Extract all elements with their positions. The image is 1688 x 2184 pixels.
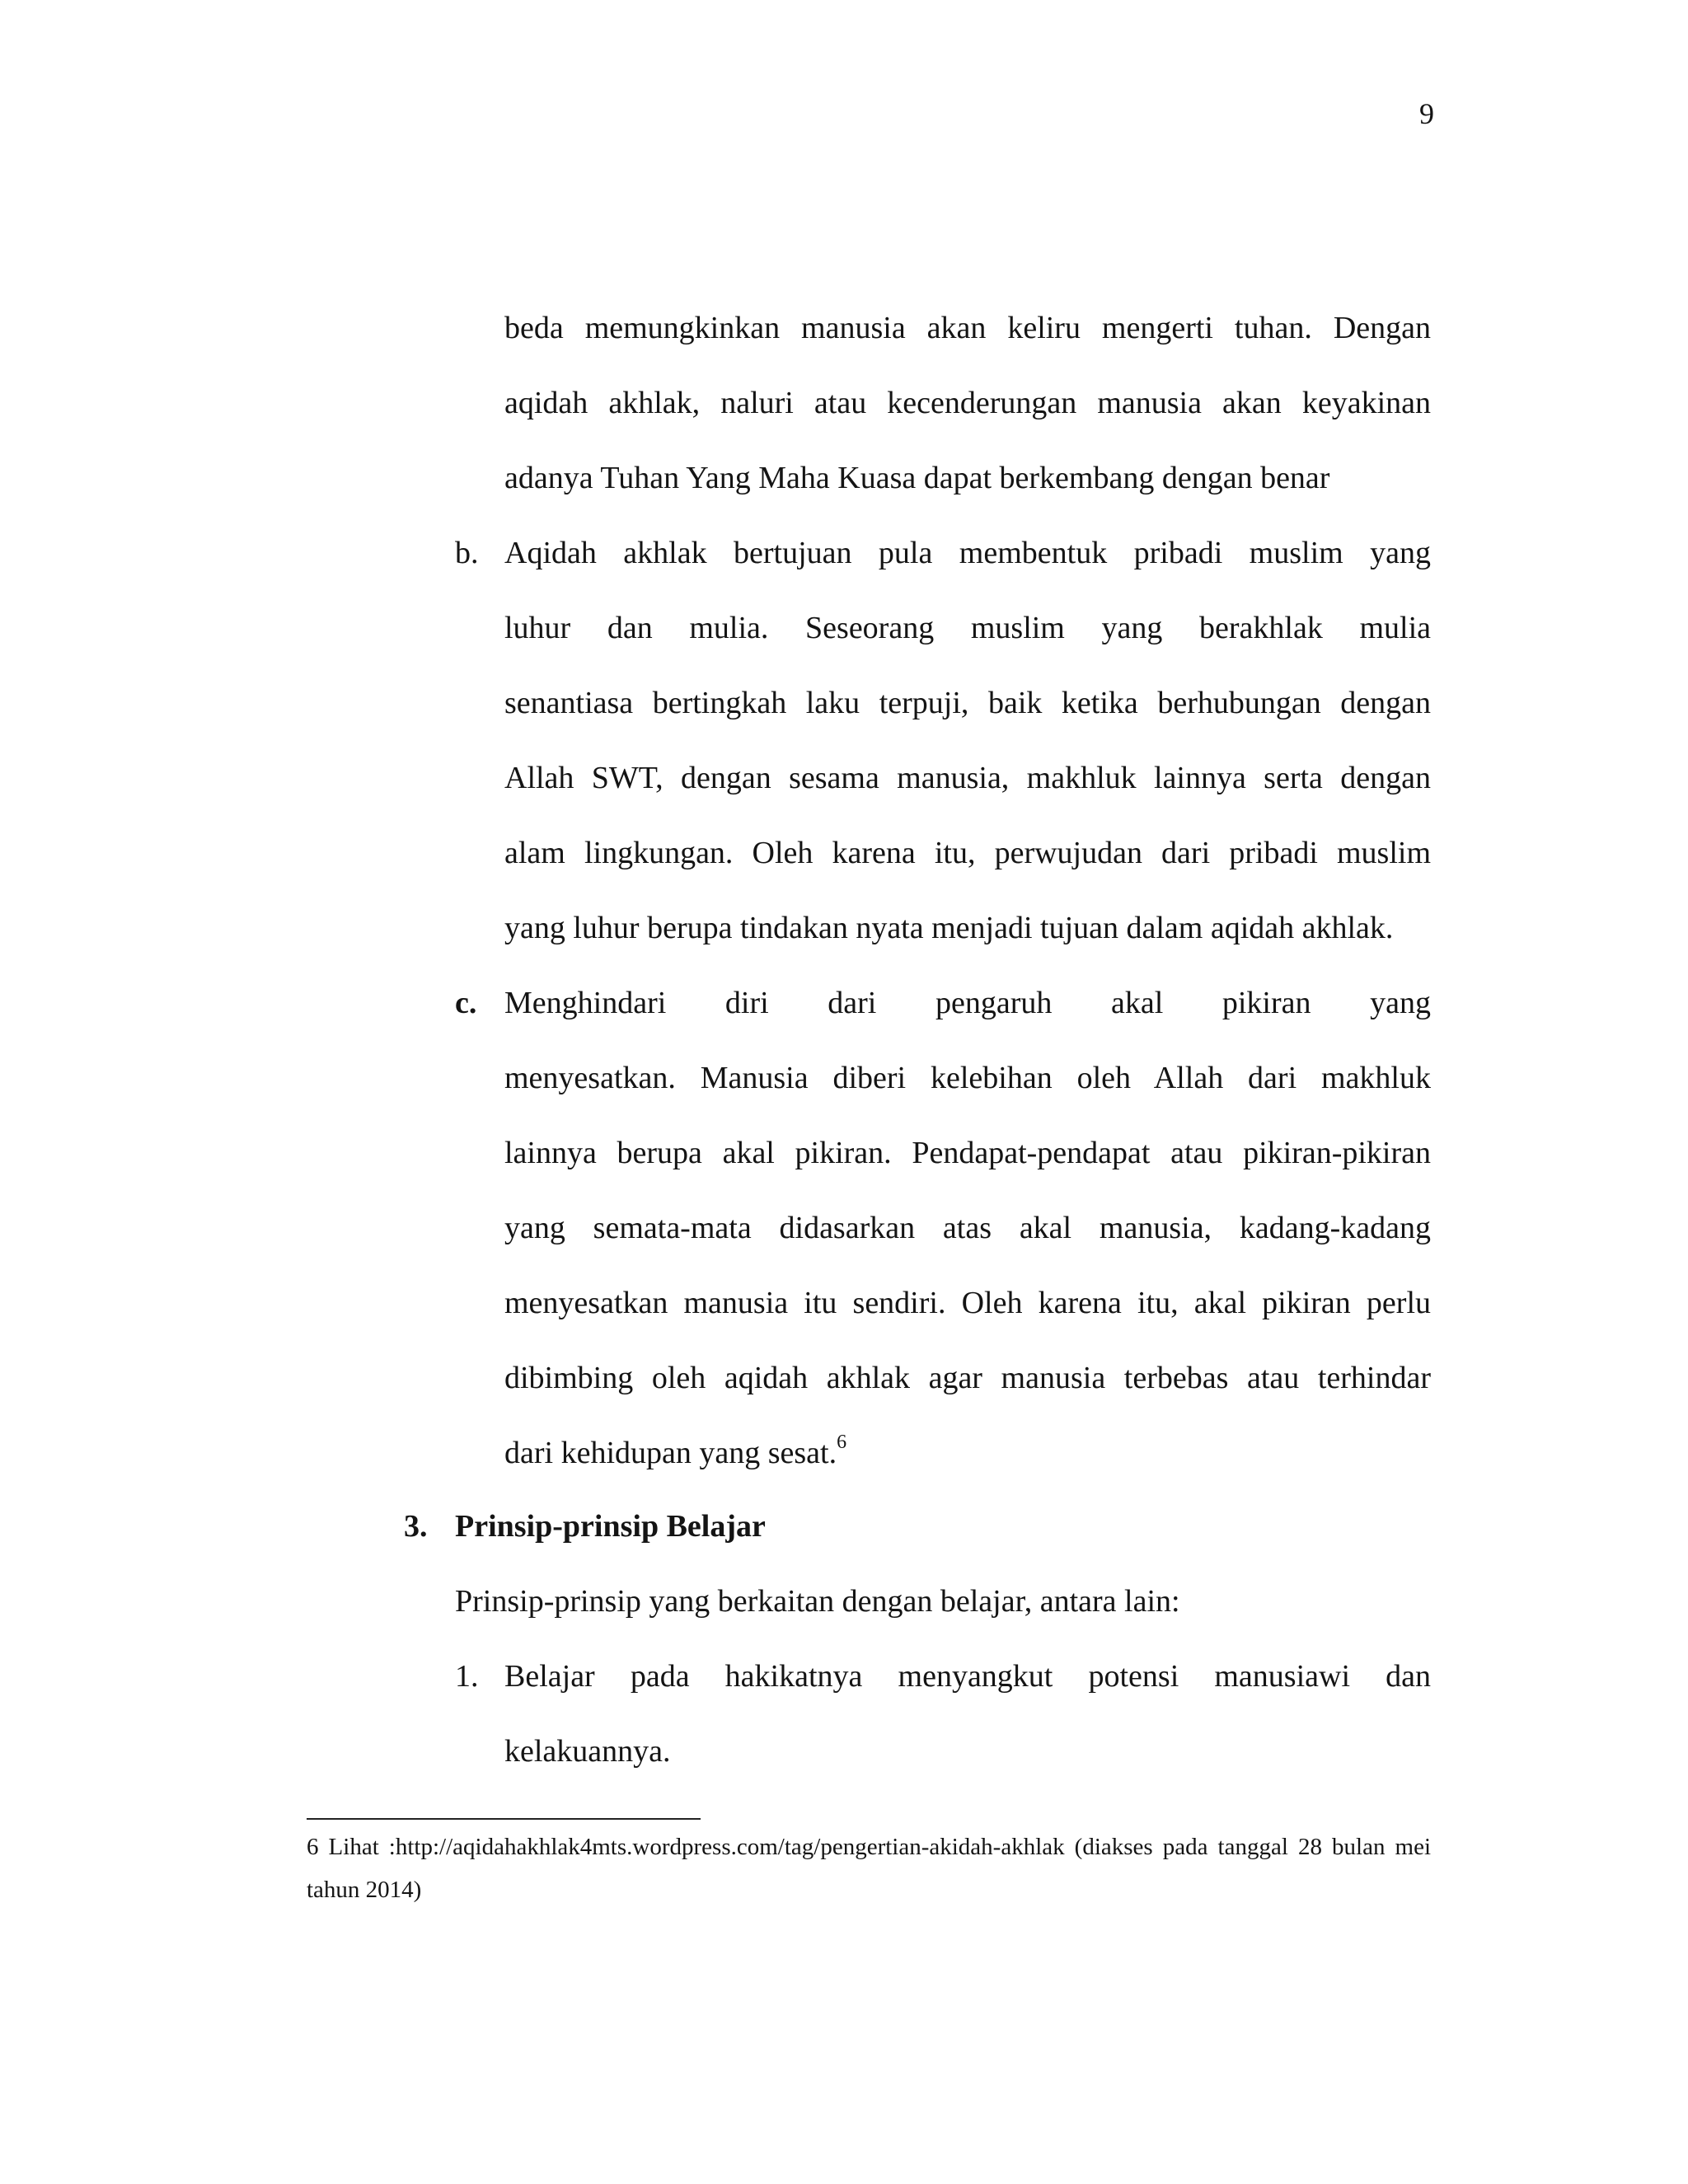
paragraph-line: kelakuannya.: [504, 1734, 671, 1769]
paragraph-line: aqidah akhlak, naluri atau kecenderungan manusia akan keyakinan: [504, 386, 1431, 420]
footnote-text: tahun 2014): [307, 1877, 422, 1903]
paragraph-line: alam lingkungan. Oleh karena itu, perwujudan dari pribadi muslim: [504, 836, 1431, 870]
list-marker-c: c.: [455, 986, 477, 1020]
paragraph-line: senantiasa bertingkah laku terpuji, baik ketika berhubungan dengan: [504, 686, 1431, 720]
paragraph-line: menyesatkan. Manusia diberi kelebihan oleh Allah dari makhluk: [504, 1061, 1431, 1095]
footnote-text: 6 Lihat :http://aqidahakhlak4mts.wordpress.com/tag/pengertian-akidah-akhlak (diakses pada tanggal 28 bulan mei: [307, 1834, 1431, 1860]
paragraph-line: beda memungkinkan manusia akan keliru mengerti tuhan. Dengan: [504, 311, 1431, 345]
section-intro: Prinsip-prinsip yang berkaitan dengan belajar, antara lain:: [455, 1584, 1180, 1619]
paragraph-line: luhur dan mulia. Seseorang muslim yang berakhlak mulia: [504, 611, 1431, 645]
paragraph-line: Aqidah akhlak bertujuan pula membentuk pribadi muslim yang: [504, 536, 1431, 570]
footnote-separator: [307, 1818, 701, 1820]
paragraph-line: lainnya berupa akal pikiran. Pendapat-pendapat atau pikiran-pikiran: [504, 1136, 1431, 1170]
paragraph-line: Menghindari diri dari pengaruh akal pikiran yang: [504, 986, 1431, 1020]
list-marker-b: b.: [455, 536, 479, 570]
paragraph-line: adanya Tuhan Yang Maha Kuasa dapat berkembang dengan benar: [504, 461, 1330, 495]
list-marker-1: 1.: [455, 1659, 479, 1694]
paragraph-line: [504, 1432, 1431, 1471]
paragraph-line: menyesatkan manusia itu sendiri. Oleh karena itu, akal pikiran perlu: [504, 1286, 1431, 1320]
paragraph-line: yang luhur berupa tindakan nyata menjadi tujuan dalam aqidah akhlak.: [504, 911, 1394, 945]
footnote-reference[interactable]: 6: [837, 1432, 847, 1454]
page-number: 9: [1419, 97, 1434, 130]
paragraph-text: dari kehidupan yang sesat.: [504, 1436, 837, 1470]
paragraph-line: Belajar pada hakikatnya menyangkut potensi manusiawi dan: [504, 1659, 1431, 1694]
paragraph-line: Allah SWT, dengan sesama manusia, makhluk lainnya serta dengan: [504, 761, 1431, 795]
section-number: 3.: [404, 1509, 428, 1544]
paragraph-line: yang semata-mata didasarkan atas akal manusia, kadang-kadang: [504, 1211, 1431, 1245]
section-title: Prinsip-prinsip Belajar: [455, 1509, 766, 1544]
paragraph-line: dibimbing oleh aqidah akhlak agar manusia terbebas atau terhindar: [504, 1361, 1431, 1395]
